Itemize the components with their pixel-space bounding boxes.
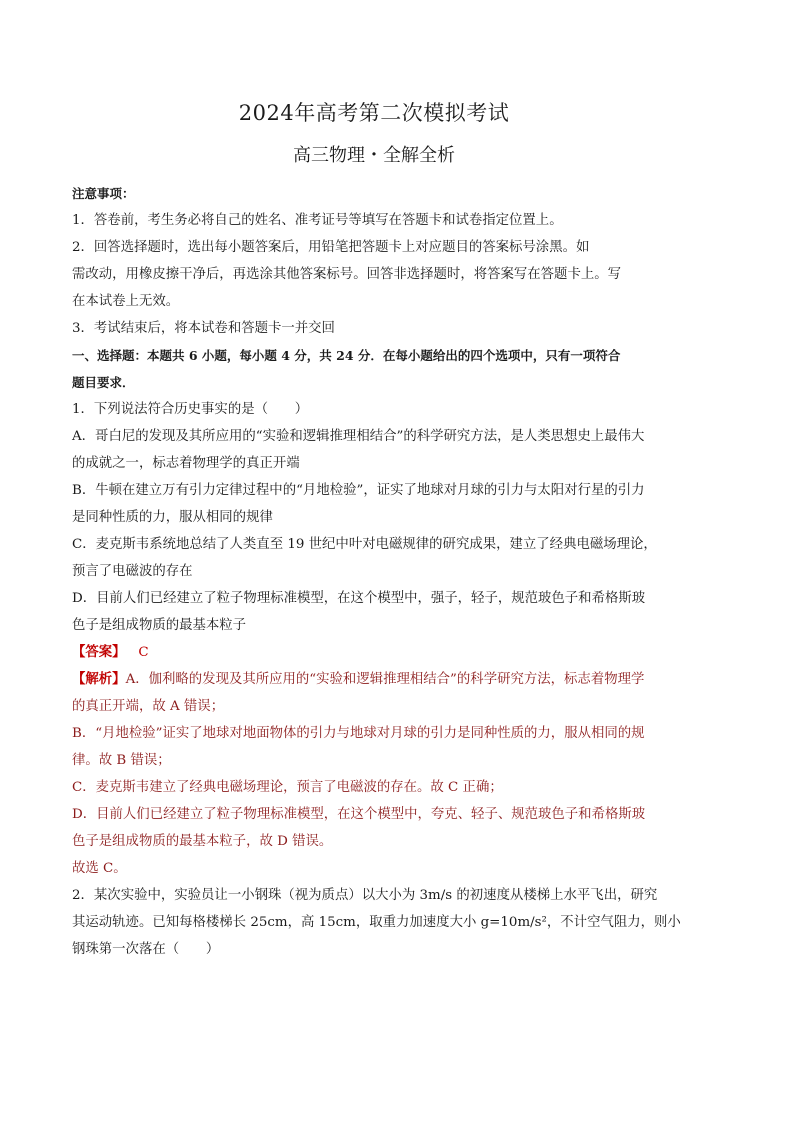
question-line: 钢珠第一次落在（ ） (72, 942, 220, 957)
option-line: B．牛顿在建立万有引力定律过程中的“月地检验”，证实了地球对月球的引力与太阳对行星的引力 (72, 483, 645, 498)
option-line: 的成就之一，标志着物理学的真正开端 (72, 456, 300, 471)
question-2 (72, 882, 681, 963)
section-heading (72, 342, 676, 396)
notice-line: 1．答卷前，考生务必将自己的姓名、准考证号等填写在答题卡和试卷指定位置上。 (72, 213, 563, 228)
analysis-line: 色子是组成物质的最基本粒子，故 D 错误。 (72, 834, 333, 849)
answer-line (72, 639, 676, 666)
analysis-line: 律。故 B 错误； (72, 753, 171, 768)
notice-line: 3．考试结束后，将本试卷和答题卡一并交回 (72, 321, 335, 336)
answer-value: C (138, 645, 149, 660)
notice-line: 需改动，用橡皮擦干净后，再选涂其他答案标号。回答非选择题时，将答案写在答题卡上。写 (72, 267, 622, 282)
conclusion-line: 故选 C。 (72, 861, 127, 876)
option-line: 色子是组成物质的最基本粒子 (72, 618, 247, 633)
page-title: 2024年高考第二次模拟考试 (238, 101, 510, 125)
option-line: 是同种性质的力，服从相同的规律 (72, 510, 273, 525)
analysis-line: C．麦克斯韦建立了经典电磁场理论，预言了电磁波的存在。故 C 正确； (72, 780, 503, 795)
option-line: D．目前人们已经建立了粒子物理标准模型，在这个模型中，强子，轻子，规范玻色子和希格斯玻 (72, 591, 646, 606)
option-line: C．麦克斯韦系统地总结了人类直至 19 世纪中叶对电磁规律的研究成果，建立了经典电磁场理论， (72, 537, 657, 552)
section-heading-line: 一、选择题：本题共 6 小题，每小题 4 分，共 24 分．在每小题给出的四个选项中，只有一项符合 (72, 348, 621, 363)
analysis-line: B．“月地检验”证实了地球对地面物体的引力与地球对月球的引力是同种性质的力，服从相同的规 (72, 726, 645, 741)
analysis-label: 【解析】 (72, 671, 126, 687)
page-subtitle: 高三物理・全解全析 (293, 145, 455, 166)
analysis-line: 的真正开端，故 A 错误； (72, 699, 225, 714)
notice-heading: 注意事项： (72, 186, 135, 201)
notice-section (72, 180, 676, 342)
question-1 (72, 396, 676, 882)
question-line: 2．某次实验中，实验员让一小钢珠（视为质点）以大小为 3m/s 的初速度从楼梯上水平飞出，研究 (72, 888, 658, 903)
notice-line: 在本试卷上无效。 (72, 294, 180, 309)
section-heading-line: 题目要求． (72, 375, 135, 390)
option-line: A．哥白尼的发现及其所应用的“实验和逻辑推理相结合”的科学研究方法，是人类思想史上最伟大 (72, 429, 645, 444)
option-line: 预言了电磁波的存在 (72, 564, 193, 579)
notice-line: 2．回答选择题时，选出每小题答案后，用铅笔把答题卡上对应题目的答案标号涂黑。如 (72, 240, 590, 255)
analysis-line: D．目前人们已经建立了粒子物理标准模型，在这个模型中，夸克、轻子、规范玻色子和希格斯玻 (72, 807, 646, 822)
question-line: 其运动轨迹。已知每格楼梯长 25cm，高 15cm，取重力加速度大小 g=10m/s²，不计空气阻力，则小 (72, 915, 681, 930)
analysis-text: A．伽利略的发现及其所应用的“实验和逻辑推理相结合”的科学研究方法，标志着物理学 (125, 672, 645, 687)
analysis-line (72, 666, 676, 693)
question-stem: 1．下列说法符合历史事实的是（ ） (72, 402, 309, 417)
answer-label: 【答案】 (72, 644, 126, 660)
